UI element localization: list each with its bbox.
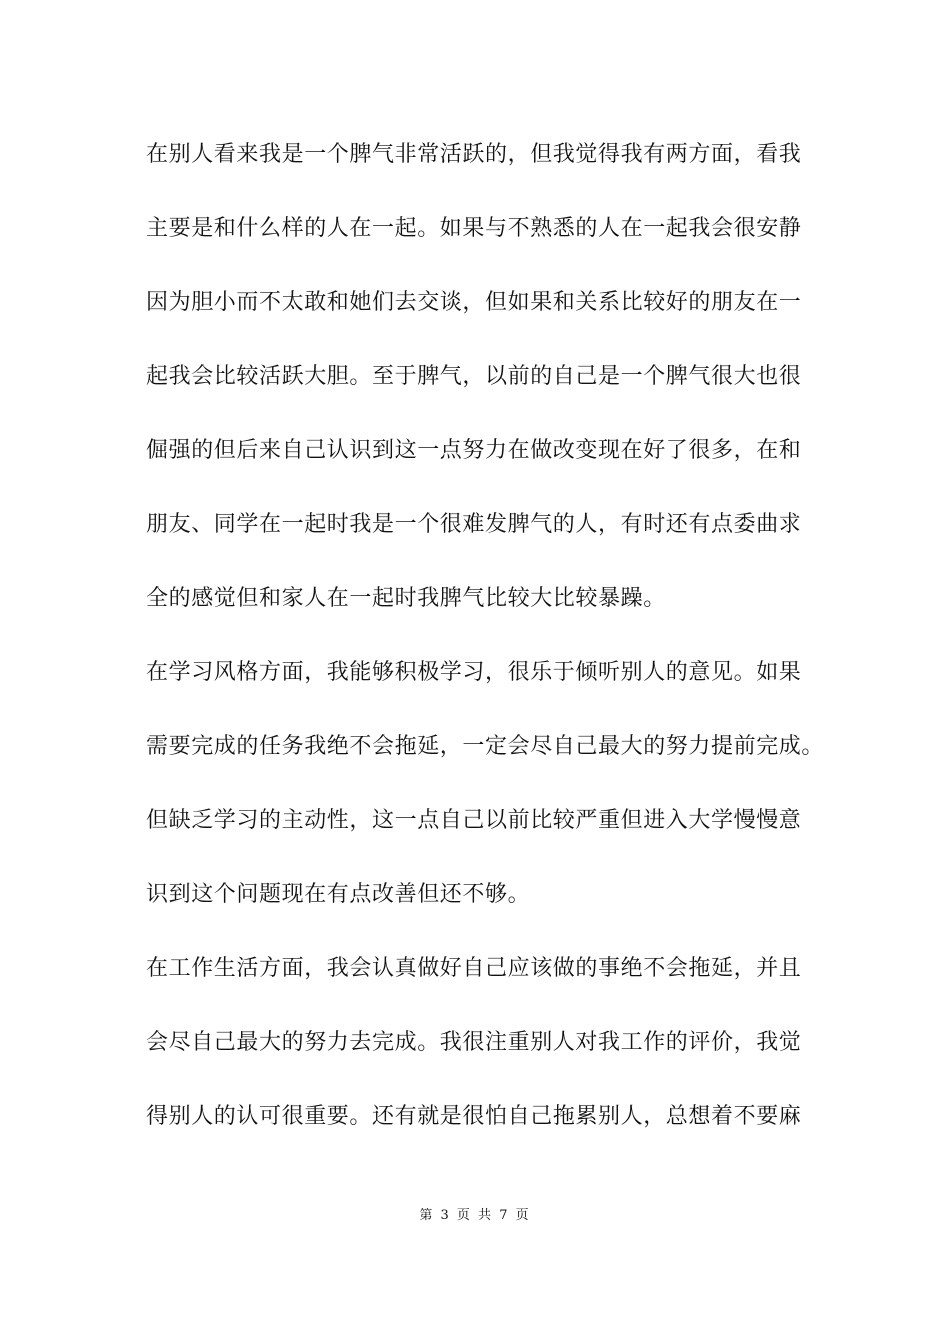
text-line: 全的感觉但和家人在一起时我脾气比较大比较暴躁。	[146, 586, 666, 611]
text-line: 但缺乏学习的主动性，这一点自己以前比较严重但进入大学慢慢意	[146, 808, 802, 833]
text-line: 识到这个问题现在有点改善但还不够。	[146, 882, 531, 907]
text-line: 在别人看来我是一个脾气非常活跃的，但我觉得我有两方面，看我	[146, 142, 802, 167]
text-line: 倔强的但后来自己认识到这一点努力在做改变现在好了很多，在和	[146, 438, 802, 463]
text-line: 在工作生活方面，我会认真做好自己应该做的事绝不会拖延，并且	[146, 956, 802, 981]
text-line: 需要完成的任务我绝不会拖延，一定会尽自己最大的努力提前完成。	[146, 734, 825, 759]
page-number-footer: 第 3 页 共 7 页	[419, 1208, 531, 1223]
text-line: 起我会比较活跃大胆。至于脾气，以前的自己是一个脾气很大也很	[146, 364, 802, 389]
text-line: 主要是和什么样的人在一起。如果与不熟悉的人在一起我会很安静	[146, 216, 802, 241]
text-line: 得别人的认可很重要。还有就是很怕自己拖累别人，总想着不要麻	[146, 1104, 802, 1129]
text-line: 在学习风格方面，我能够积极学习，很乐于倾听别人的意见。如果	[146, 660, 802, 685]
text-line: 朋友、同学在一起时我是一个很难发脾气的人，有时还有点委曲求	[146, 512, 802, 537]
text-line: 因为胆小而不太敢和她们去交谈，但如果和关系比较好的朋友在一	[146, 290, 802, 315]
text-line: 会尽自己最大的努力去完成。我很注重别人对我工作的评价，我觉	[146, 1030, 802, 1055]
